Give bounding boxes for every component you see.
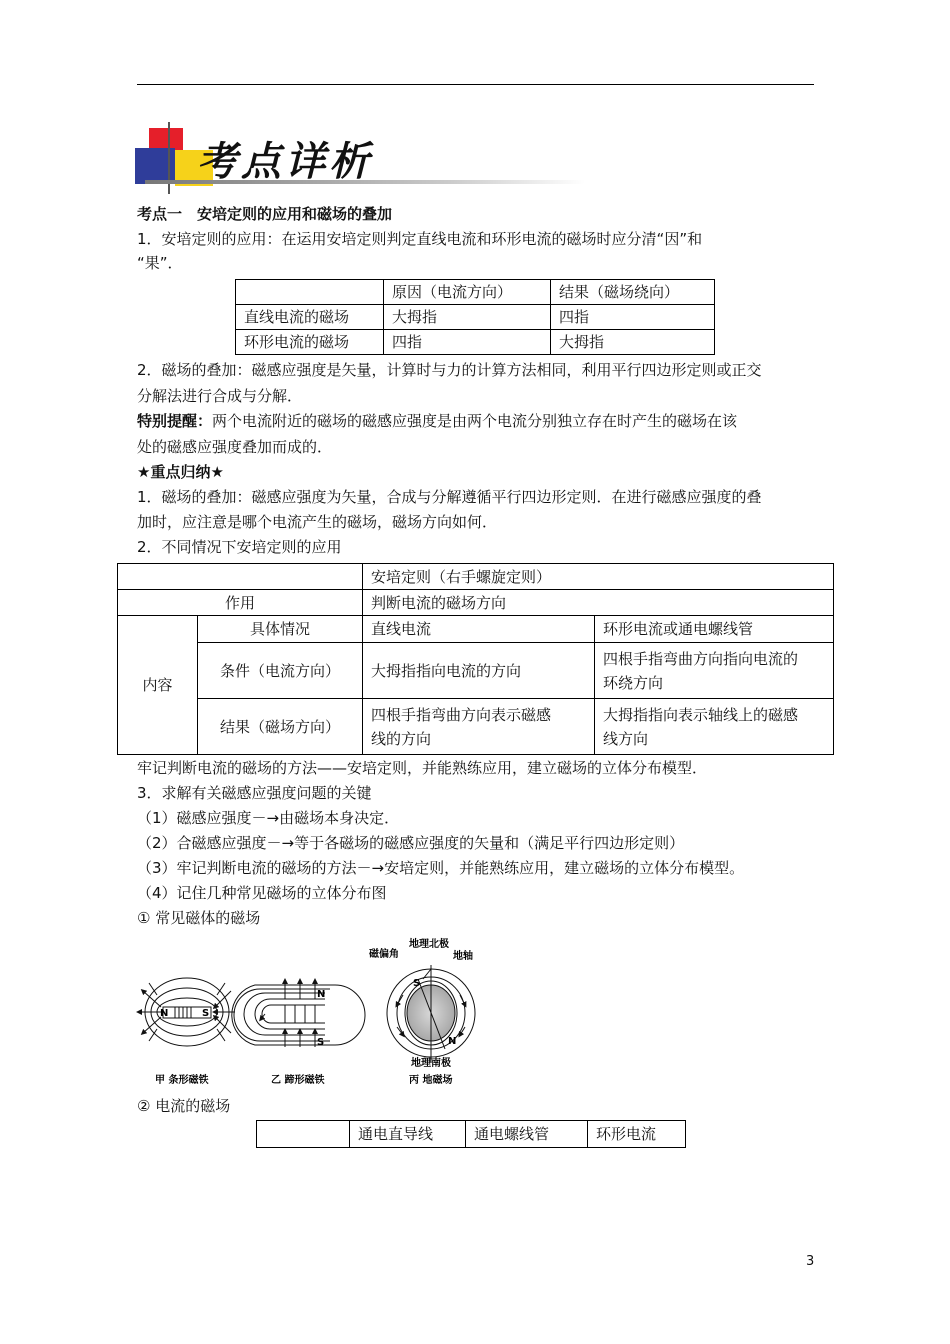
ampere-rule-table	[235, 279, 715, 355]
cell-line: 线的方向	[371, 729, 432, 748]
table-cell	[363, 699, 595, 755]
summary-title: ★重点归纳★	[137, 463, 224, 481]
caption-bar-magnet: 甲 条形磁铁	[155, 1075, 209, 1086]
key-point-4: （4）记住几种常见磁场的立体分布图	[137, 884, 387, 902]
paragraph-1a: 1．安培定则的应用：在运用安培定则判定直线电流和环形电流的磁场时应分清“因”和	[137, 230, 703, 248]
earth-s-label: S	[413, 978, 421, 989]
summary-1b: 加时，应注意是哪个电流产生的磁场，磁场方向如何．	[137, 513, 498, 531]
horseshoe-n-label: N	[317, 989, 326, 1000]
paragraph-2a: 2．磁场的叠加：磁感应强度是矢量，计算时与力的计算方法相同，利用平行四边形定则或正交	[137, 361, 762, 379]
paragraph-2b: 分解法进行合成与分解．	[137, 387, 303, 405]
key-point-1: （1）磁感应强度－→由磁场本身决定．	[137, 809, 400, 827]
table-cell: 大拇指	[384, 305, 551, 330]
reminder	[137, 410, 737, 432]
key-point-2: （2）合磁感应强度－→等于各磁场的磁感应强度的矢量和（满足平行四边形定则）	[137, 834, 685, 852]
caption-earth-field: 丙 地磁场	[409, 1075, 453, 1086]
current-field-table	[256, 1120, 686, 1148]
declination-label: 磁偏角	[369, 949, 399, 960]
table-cell: 原因（电流方向）	[384, 280, 551, 305]
table-cell: 通电直导线	[350, 1121, 466, 1148]
table-cell	[236, 280, 384, 305]
table-cell: 环形电流或通电螺线管	[595, 616, 834, 643]
table-row	[118, 616, 834, 643]
table-cell: 作用	[118, 590, 363, 616]
table-row	[118, 699, 834, 755]
table-row	[257, 1121, 686, 1148]
table-cell: 条件（电流方向）	[198, 643, 363, 699]
header-rule	[137, 84, 814, 85]
cell-line: 四根手指弯曲方向表示磁感	[371, 705, 552, 724]
table-cell	[595, 643, 834, 699]
bar-magnet-s-label: S	[202, 1008, 210, 1019]
table-cell: 四指	[384, 330, 551, 355]
cell-line: 环绕方向	[603, 673, 664, 692]
bar-magnet-diagram	[139, 978, 235, 1046]
table-row	[236, 330, 715, 355]
horseshoe-magnet-diagram	[232, 981, 365, 1047]
magnetic-field-figure	[135, 935, 480, 1090]
cell-line: 四根手指弯曲方向指向电流的	[603, 649, 799, 668]
caption-magnets: ① 常见磁体的磁场	[137, 909, 261, 927]
paragraph-1b: “果”．	[137, 254, 183, 272]
table-cell: 安培定则（右手螺旋定则）	[363, 564, 834, 590]
bar-magnet-n-label: N	[160, 1008, 169, 1019]
table-cell: 具体情况	[198, 616, 363, 643]
geographic-south-label: 地理南极	[411, 1058, 451, 1069]
earth-n-label: N	[448, 1036, 457, 1047]
horseshoe-s-label: S	[317, 1037, 325, 1048]
table-cell: 大拇指指向电流的方向	[363, 643, 595, 699]
cell-line: 线方向	[603, 729, 649, 748]
table-cell: 结果（磁场方向）	[198, 699, 363, 755]
cell-line: 大拇指指向表示轴线上的磁感	[603, 705, 799, 724]
page-number: 3	[806, 1254, 815, 1269]
earth-axis-label: 地轴	[453, 951, 473, 962]
table-cell: 直线电流的磁场	[236, 305, 384, 330]
ampere-rule-application-table	[117, 563, 834, 755]
table-cell: 直线电流	[363, 616, 595, 643]
table-cell	[257, 1121, 350, 1148]
table-row	[118, 590, 834, 616]
table-cell: 结果（磁场绕向）	[551, 280, 715, 305]
table-cell: 环形电流的磁场	[236, 330, 384, 355]
table-row	[236, 280, 715, 305]
table-row	[236, 305, 715, 330]
section-title: 考点一 安培定则的应用和磁场的叠加	[137, 205, 393, 223]
table-cell	[118, 564, 363, 590]
summary-2: 2．不同情况下安培定则的应用	[137, 538, 342, 556]
reminder-text-2: 处的磁感应强度叠加而成的．	[137, 438, 333, 456]
table-cell: 环形电流	[588, 1121, 686, 1148]
summary-1a: 1．磁场的叠加：磁感应强度为矢量，合成与分解遵循平行四边形定则．在进行磁感应强度的叠	[137, 488, 762, 506]
banner-title: 考点详析	[197, 138, 373, 185]
key-point-3: （3）牢记判断电流的磁场的方法－→安培定则，并能熟练应用，建立磁场的立体分布模型。	[137, 859, 745, 877]
table-cell: 通电螺线管	[466, 1121, 588, 1148]
summary-3: 3．求解有关磁感应强度问题的关键	[137, 784, 372, 802]
caption-horseshoe-magnet: 乙 蹄形磁铁	[271, 1075, 325, 1086]
table-cell: 判断电流的磁场方向	[363, 590, 834, 616]
table-cell: 大拇指	[551, 330, 715, 355]
reminder-text: 两个电流附近的磁场的磁感应强度是由两个电流分别独立存在时产生的磁场在该	[212, 412, 738, 430]
section-banner	[135, 122, 595, 194]
table-cell: 内容	[118, 616, 198, 755]
earth-magnetic-field-diagram	[387, 965, 475, 1063]
table-cell	[595, 699, 834, 755]
summary-memo: 牢记判断电流的磁场的方法——安培定则，并能熟练应用，建立磁场的立体分布模型．	[137, 759, 708, 777]
caption-current-fields: ② 电流的磁场	[137, 1097, 231, 1115]
table-row	[118, 643, 834, 699]
table-row	[118, 564, 834, 590]
reminder-label: 特别提醒：	[137, 412, 213, 430]
geographic-north-label: 地理北极	[409, 939, 449, 950]
table-cell: 四指	[551, 305, 715, 330]
